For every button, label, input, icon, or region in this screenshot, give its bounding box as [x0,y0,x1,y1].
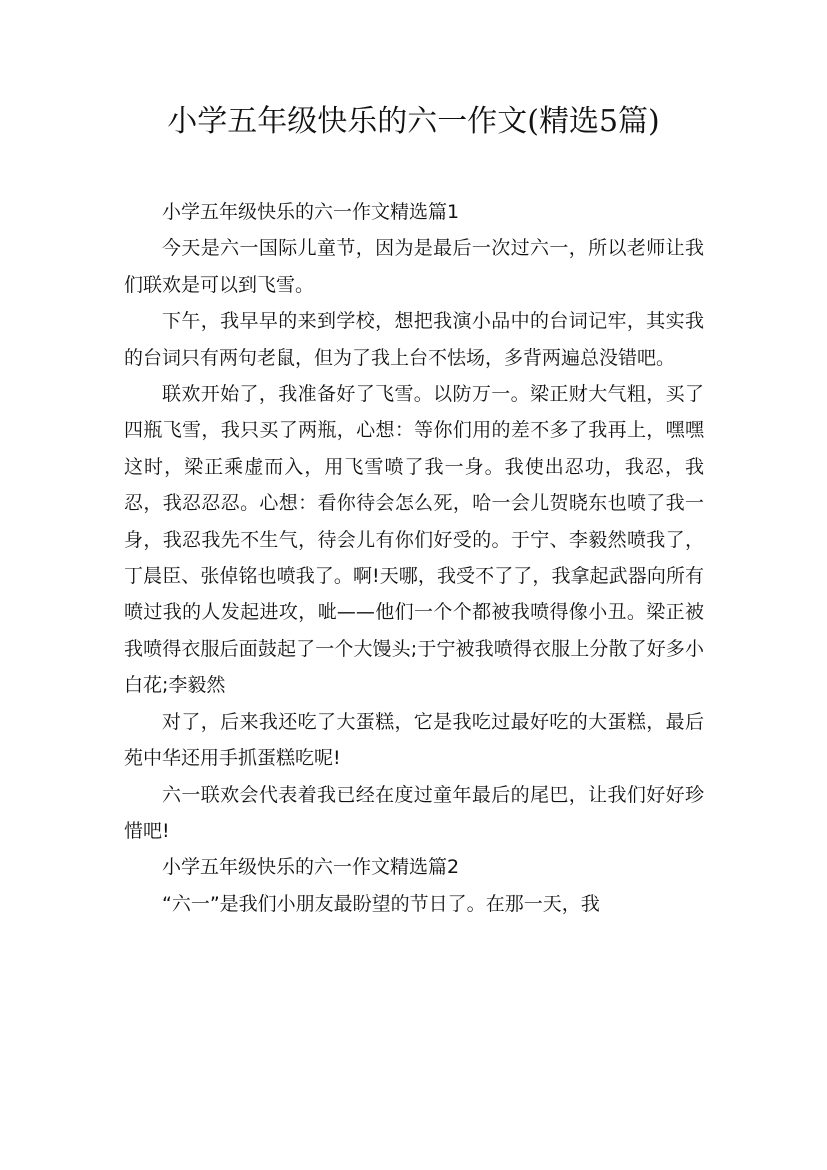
section-heading-2: 小学五年级快乐的六一作文精选篇2 [162,856,460,879]
paragraph: 今天是六一国际儿童节，因为是最后一次过六一，所以老师让我们联欢是可以到飞雪。 [124,237,704,296]
paragraph: 联欢开始了，我准备好了飞雪。以防万一。梁正财大气粗，买了四瓶飞雪，我只买了两瓶，心想：等你们用的差不多了我再上，嘿嘿这时，梁正乘虚而入，用飞雪喷了我一身。我使出忍功，我忍，我忍，我忍忍忍。心想：看你待会怎么死，哈一会儿贺晓东也喷了我一身，我忍我先不生气，待会儿有你们好受的。于宁、李毅然喷我了，丁晨臣、张倬铭也喷我了。啊!天哪，我受不了了，我拿起武器向所有喷过我的人发起进攻，呲——他们一个个都被我喷得像小丑。梁正被我喷得衣服后面鼓起了一个大馒头;于宁被我喷得衣服上分散了好多小白花;李毅然 [124,383,704,697]
paragraph: 下午，我早早的来到学校，想把我演小品中的台词记牢，其实我的台词只有两句老鼠，但为了我上台不怯场，多背两遍总没错吧。 [124,310,704,369]
document-title: 小学五年级快乐的六一作文(精选5篇) [167,104,660,139]
paragraph: 六一联欢会代表着我已经在度过童年最后的尾巴，让我们好好珍惜吧! [124,783,704,842]
section-heading-1: 小学五年级快乐的六一作文精选篇1 [162,201,460,223]
paragraph: “六一”是我们小朋友最盼望的节日了。在那一天，我 [162,892,600,915]
paragraph: 对了，后来我还吃了大蛋糕，它是我吃过最好吃的大蛋糕，最后苑中华还用手抓蛋糕吃呢! [124,710,704,770]
document-body [124,194,704,922]
